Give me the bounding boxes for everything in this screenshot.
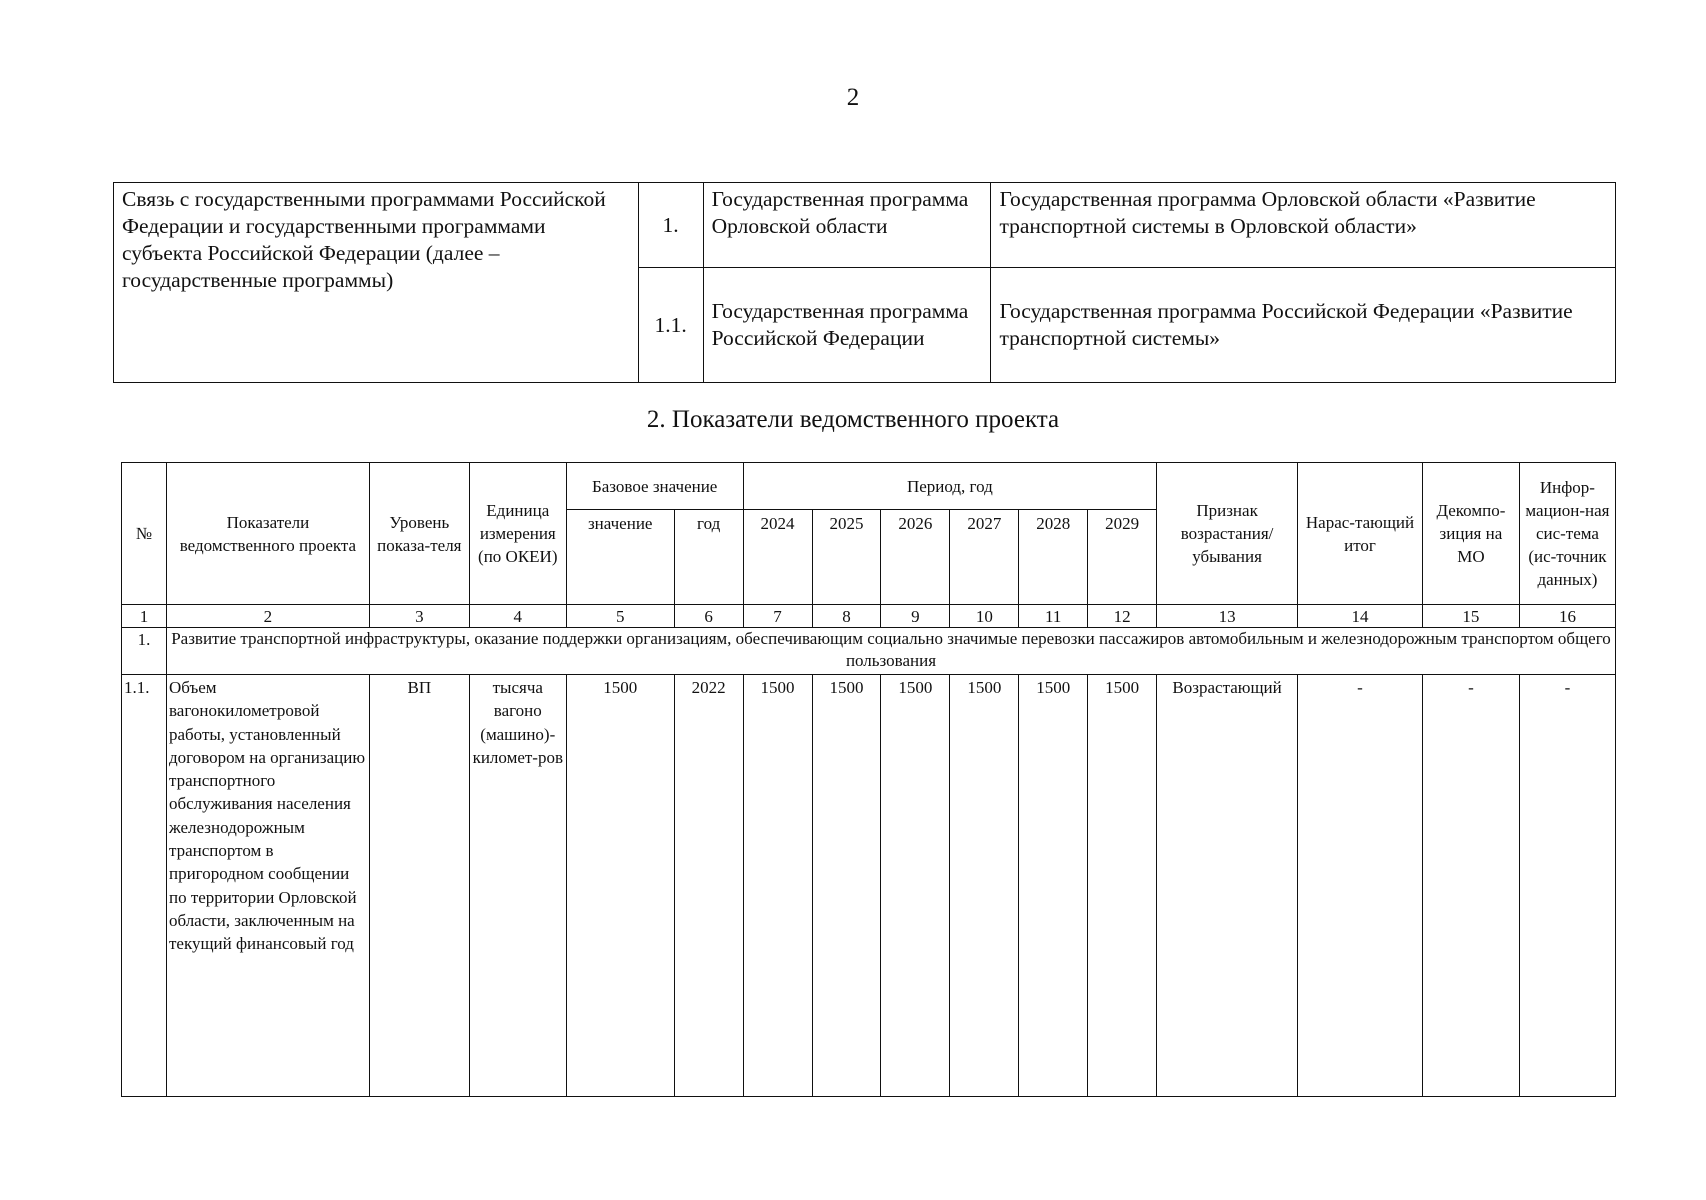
header-num: №: [122, 463, 167, 605]
header-year: 2028: [1019, 510, 1088, 605]
header-indicator-name: Показатели ведомственного проекта: [166, 463, 369, 605]
indicator-unit: тысяча вагоно (машино)-километ-ров: [469, 675, 566, 1097]
section-number: 1.: [122, 628, 167, 675]
relations-program-name: Государственная программа Российской Федерации «Развитие транспортной системы»: [991, 268, 1616, 383]
header-base-year: год: [674, 510, 743, 605]
header-year: 2026: [881, 510, 950, 605]
column-number: 11: [1019, 605, 1088, 628]
base-year: 2022: [674, 675, 743, 1097]
year-value: 1500: [812, 675, 881, 1097]
column-number: 3: [369, 605, 469, 628]
indicator-level: ВП: [369, 675, 469, 1097]
indicator-name: Объем вагонокилометровой работы, установленный договором на организацию транспортного обслуживания населения железнодорожным транспортом в пригородном сообщении по территории Орловской области, заключенным на текущий финансовый год: [166, 675, 369, 1097]
page-number: 2: [846, 84, 860, 111]
info-system: -: [1519, 675, 1615, 1097]
section-text-cell: [166, 628, 1615, 675]
relations-program-type: Государственная программа Орловской области: [703, 183, 991, 268]
trend: Возрастающий: [1157, 675, 1298, 1097]
header-unit: Единица измерения (по ОКЕИ): [469, 463, 566, 605]
header-year: 2025: [812, 510, 881, 605]
header-level: Уровень показа-теля: [369, 463, 469, 605]
relations-row: [114, 183, 1616, 268]
column-number: 2: [166, 605, 369, 628]
section-title: 2. Показатели ведомственного проекта: [646, 406, 1060, 433]
year-value: 1500: [1088, 675, 1157, 1097]
relations-program-name: Государственная программа Орловской области «Развитие транспортной системы в Орловской области»: [991, 183, 1616, 268]
year-value: 1500: [1019, 675, 1088, 1097]
column-number: 4: [469, 605, 566, 628]
column-number: 6: [674, 605, 743, 628]
year-value: 1500: [881, 675, 950, 1097]
column-number: 5: [566, 605, 674, 628]
column-number: 15: [1422, 605, 1519, 628]
header-period: Период, год: [743, 463, 1157, 510]
column-number: 12: [1088, 605, 1157, 628]
header-cumulative: Нарас-тающий итог: [1298, 463, 1423, 605]
indicators-table: [121, 462, 1616, 1097]
relations-program-type: Государственная программа Российской Федерации: [703, 268, 991, 383]
column-number: 1: [122, 605, 167, 628]
header-info-system: Инфор-мацион-ная сис-тема (ис-точник данных): [1519, 463, 1615, 605]
cumulative: -: [1298, 675, 1423, 1097]
year-value: 1500: [743, 675, 812, 1097]
section-row: [122, 628, 1616, 675]
column-number: 7: [743, 605, 812, 628]
column-number: 8: [812, 605, 881, 628]
column-numbers-row: [122, 605, 1616, 628]
table-row: [122, 675, 1616, 1097]
header-trend: Признак возрастания/ убывания: [1157, 463, 1298, 605]
column-number: 14: [1298, 605, 1423, 628]
relations-label: Связь с государственными программами Российской Федерации и государственными программами субъекта Российской Федерации (далее – государственные программы): [114, 183, 639, 383]
column-number: 9: [881, 605, 950, 628]
header-base-value: Базовое значение: [566, 463, 743, 510]
year-value: 1500: [950, 675, 1019, 1097]
header-base-val: значение: [566, 510, 674, 605]
table-header-row: [122, 463, 1616, 510]
relations-row-number: 1.: [638, 183, 703, 268]
base-value: 1500: [566, 675, 674, 1097]
program-relations-table: [113, 182, 1616, 383]
decomposition: -: [1422, 675, 1519, 1097]
header-year: 2024: [743, 510, 812, 605]
row-number: 1.1.: [122, 675, 167, 1097]
header-decomposition: Декомпо-зиция на МО: [1422, 463, 1519, 605]
header-year: 2029: [1088, 510, 1157, 605]
header-year: 2027: [950, 510, 1019, 605]
column-number: 10: [950, 605, 1019, 628]
relations-row-number: 1.1.: [638, 268, 703, 383]
section-text: Развитие транспортной инфраструктуры, оказание поддержки организациям, обеспечивающим социально значимые перевозки пассажиров автомобильным и железнодорожным транспортом общего пользования: [171, 629, 1611, 670]
column-number: 13: [1157, 605, 1298, 628]
column-number: 16: [1519, 605, 1615, 628]
